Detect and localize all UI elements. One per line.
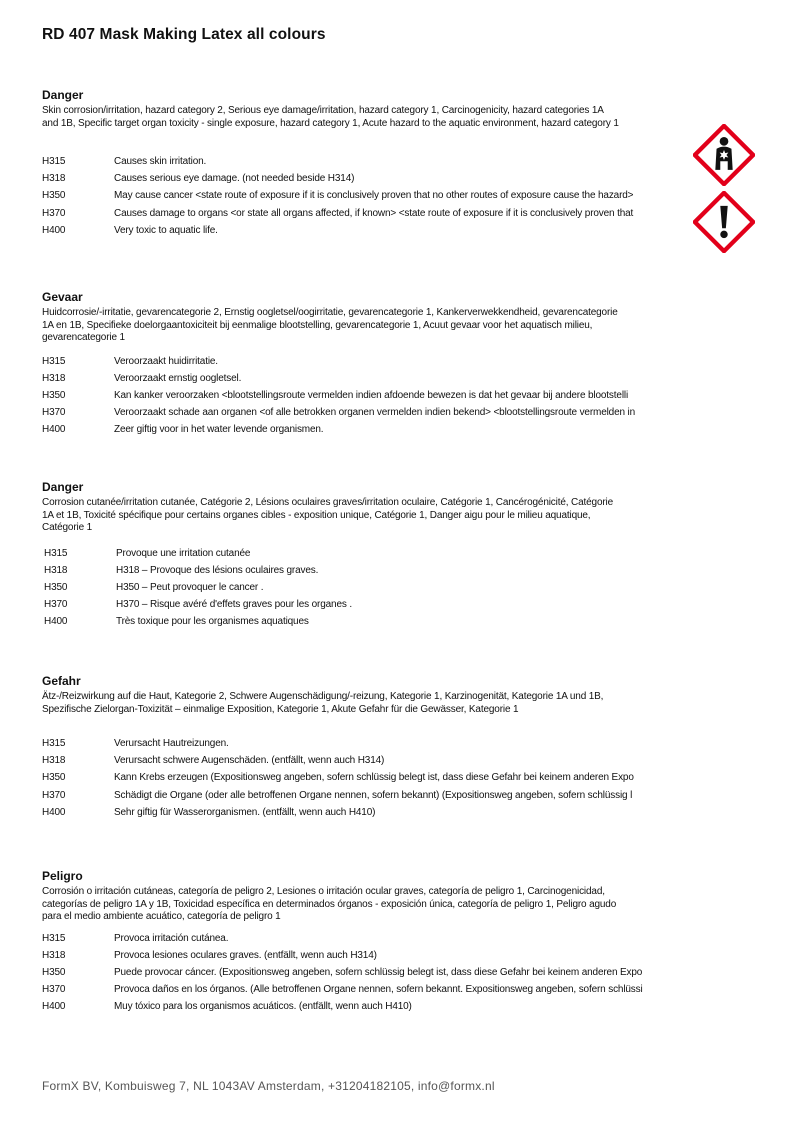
hazard-statement: H370 Causes damage to organs <or state all organs affected, if known> <state route of exposure if it is conclusively proven that [42, 207, 634, 219]
hazard-section-de [42, 674, 672, 821]
hazard-statement: H400 Muy tóxico para los organismos acuáticos. (entfällt, wenn auch H410) [42, 1001, 412, 1013]
signal-word: Danger [42, 480, 84, 494]
hazard-statement: H318 Causes serious eye damage. (not needed beside H314) [42, 173, 355, 185]
hazard-statement: H318 Verursacht schwere Augenschäden. (entfällt, wenn auch H314) [42, 755, 385, 767]
hazard-pictograms [693, 124, 755, 258]
signal-word: Danger [42, 88, 84, 102]
hazard-statement: H400 Zeer giftig voor in het water levende organismen. [42, 424, 324, 436]
signal-word: Gevaar [42, 290, 83, 304]
hazard-statement: H350 May cause cancer <state route of exposure if it is conclusively proven that no other routes of exposure cause the hazard> [42, 190, 634, 202]
exclamation-mark-icon [693, 191, 755, 253]
hazard-statements [42, 930, 672, 1016]
hazard-statement: H318 Provoca lesiones oculares graves. (entfällt, wenn auch H314) [42, 949, 377, 961]
hazard-statement: H370 Veroorzaakt schade aan organen <of alle betrokken organen vermelden indien bekend> <blootstellingsroute vermelden in [42, 407, 636, 419]
signal-word: Peligro [42, 869, 83, 883]
hazard-statement: H400 Sehr giftig für Wasserorganismen. (entfällt, wenn auch H410) [42, 806, 376, 818]
hazard-section-fr [42, 480, 672, 630]
hazard-statement: H350 Kann Krebs erzeugen (Expositionsweg angeben, sofern schlüssig belegt ist, dass diese Gefahr bei keinem anderen Expo [42, 772, 634, 784]
hazard-statement: H315 Provoca irritación cutánea. [42, 932, 229, 944]
health-hazard-icon [693, 124, 755, 186]
hazard-statement: H315 Veroorzaakt huidirritatie. [42, 355, 218, 367]
hazard-statement: H350 Puede provocar cáncer. (Expositionsweg angeben, sofern schlüssig belegt ist, dass diese Gefahr bei keinem anderen Expo [42, 966, 643, 978]
hazard-statement: H350 Kan kanker veroorzaken <blootstellingsroute vermelden indien afdoende bewezen is dat het gevaar bij andere blootstelli [42, 389, 629, 401]
hazard-statement: H315 Provoque une irritation cutanée [44, 547, 251, 559]
hazard-statements [42, 545, 672, 631]
hazard-statement: H350 H350 – Peut provoquer le cancer . [44, 581, 264, 593]
company-footer: FormX BV, Kombuisweg 7, NL 1043AV Amsterdam, +31204182105, info@formx.nl [42, 1079, 495, 1093]
hazard-statements [42, 353, 672, 439]
hazard-classification: Skin corrosion/irritation, hazard category 2, Serious eye damage/irritation, hazard category 1, Carcinogenicity, hazard categories 1A and 1B, Specific target organ toxicity - single exposure, hazard category 1, Acute hazard to the aquatic environment, hazard category 1 [42, 105, 619, 129]
hazard-section-en [42, 88, 672, 239]
document-title: RD 407 Mask Making Latex all colours [42, 26, 326, 43]
hazard-statement: H370 Provoca daños en los órganos. (Alle betroffenen Organe nennen, sofern bekannt. Expositionsweg angeben, sofern schlüssi [42, 984, 643, 996]
hazard-statements [42, 735, 672, 821]
hazard-section-es [42, 869, 672, 1015]
hazard-statement: H318 H318 – Provoque des lésions oculaires graves. [44, 564, 319, 576]
hazard-classification: Huidcorrosie/-irritatie, gevarencategorie 2, Ernstig oogletsel/oogirritatie, gevarencategorie 1, Kankerverwekkendheid, gevarencategorie 1A en 1B, Specifieke doelorgaantoxiciteit bij eenmalige blootstelling, gevarencategorie 1, Acuut gevaar voor het aquatisch milieu, gevarencategorie 1 [42, 307, 618, 343]
signal-word: Gefahr [42, 674, 81, 688]
hazard-statement: H400 Very toxic to aquatic life. [42, 224, 218, 236]
hazard-statements [42, 153, 672, 239]
hazard-statement: H370 H370 – Risque avéré d'effets graves pour les organes . [44, 599, 352, 611]
hazard-statement: H315 Verursacht Hautreizungen. [42, 738, 229, 750]
hazard-section-nl [42, 290, 672, 438]
hazard-classification: Corrosion cutanée/irritation cutanée, Catégorie 2, Lésions oculaires graves/irritation oculaire, Catégorie 1, Cancérogénicité, Catégorie 1A et 1B, Toxicité spécifique pour certains organes cibles - exposition unique, Catégorie 1, Danger aigu pour le milieu aquatique, Catégorie 1 [42, 497, 614, 533]
hazard-classification: Ätz-/Reizwirkung auf die Haut, Kategorie 2, Schwere Augenschädigung/-reizung, Kategorie 1, Karzinogenität, Kategorie 1A und 1B, Spezifische Zielorgan-Toxizität – einmalige Exposition, Kategorie 1, Akute Gefahr für die Gewässer, Kategorie 1 [42, 691, 604, 715]
hazard-statement: H400 Très toxique pour les organismes aquatiques [44, 616, 309, 628]
hazard-classification: Corrosión o irritación cutáneas, categoría de peligro 2, Lesiones o irritación ocular graves, categoría de peligro 1, Carcinogenicidad, categorías de peligro 1A y 1B, Toxicidad específica en determinados órganos - exposición única, categoría de peligro 1, Peligro agudo para el medio ambiente acuático, categoría de peligro 1 [42, 886, 617, 922]
hazard-statement: H315 Causes skin irritation. [42, 156, 207, 168]
hazard-statement: H370 Schädigt die Organe (oder alle betroffenen Organe nennen, sofern bekannt) (Expositionsweg angeben, sofern schlüssig l [42, 789, 633, 801]
hazard-statement: H318 Veroorzaakt ernstig oogletsel. [42, 372, 242, 384]
